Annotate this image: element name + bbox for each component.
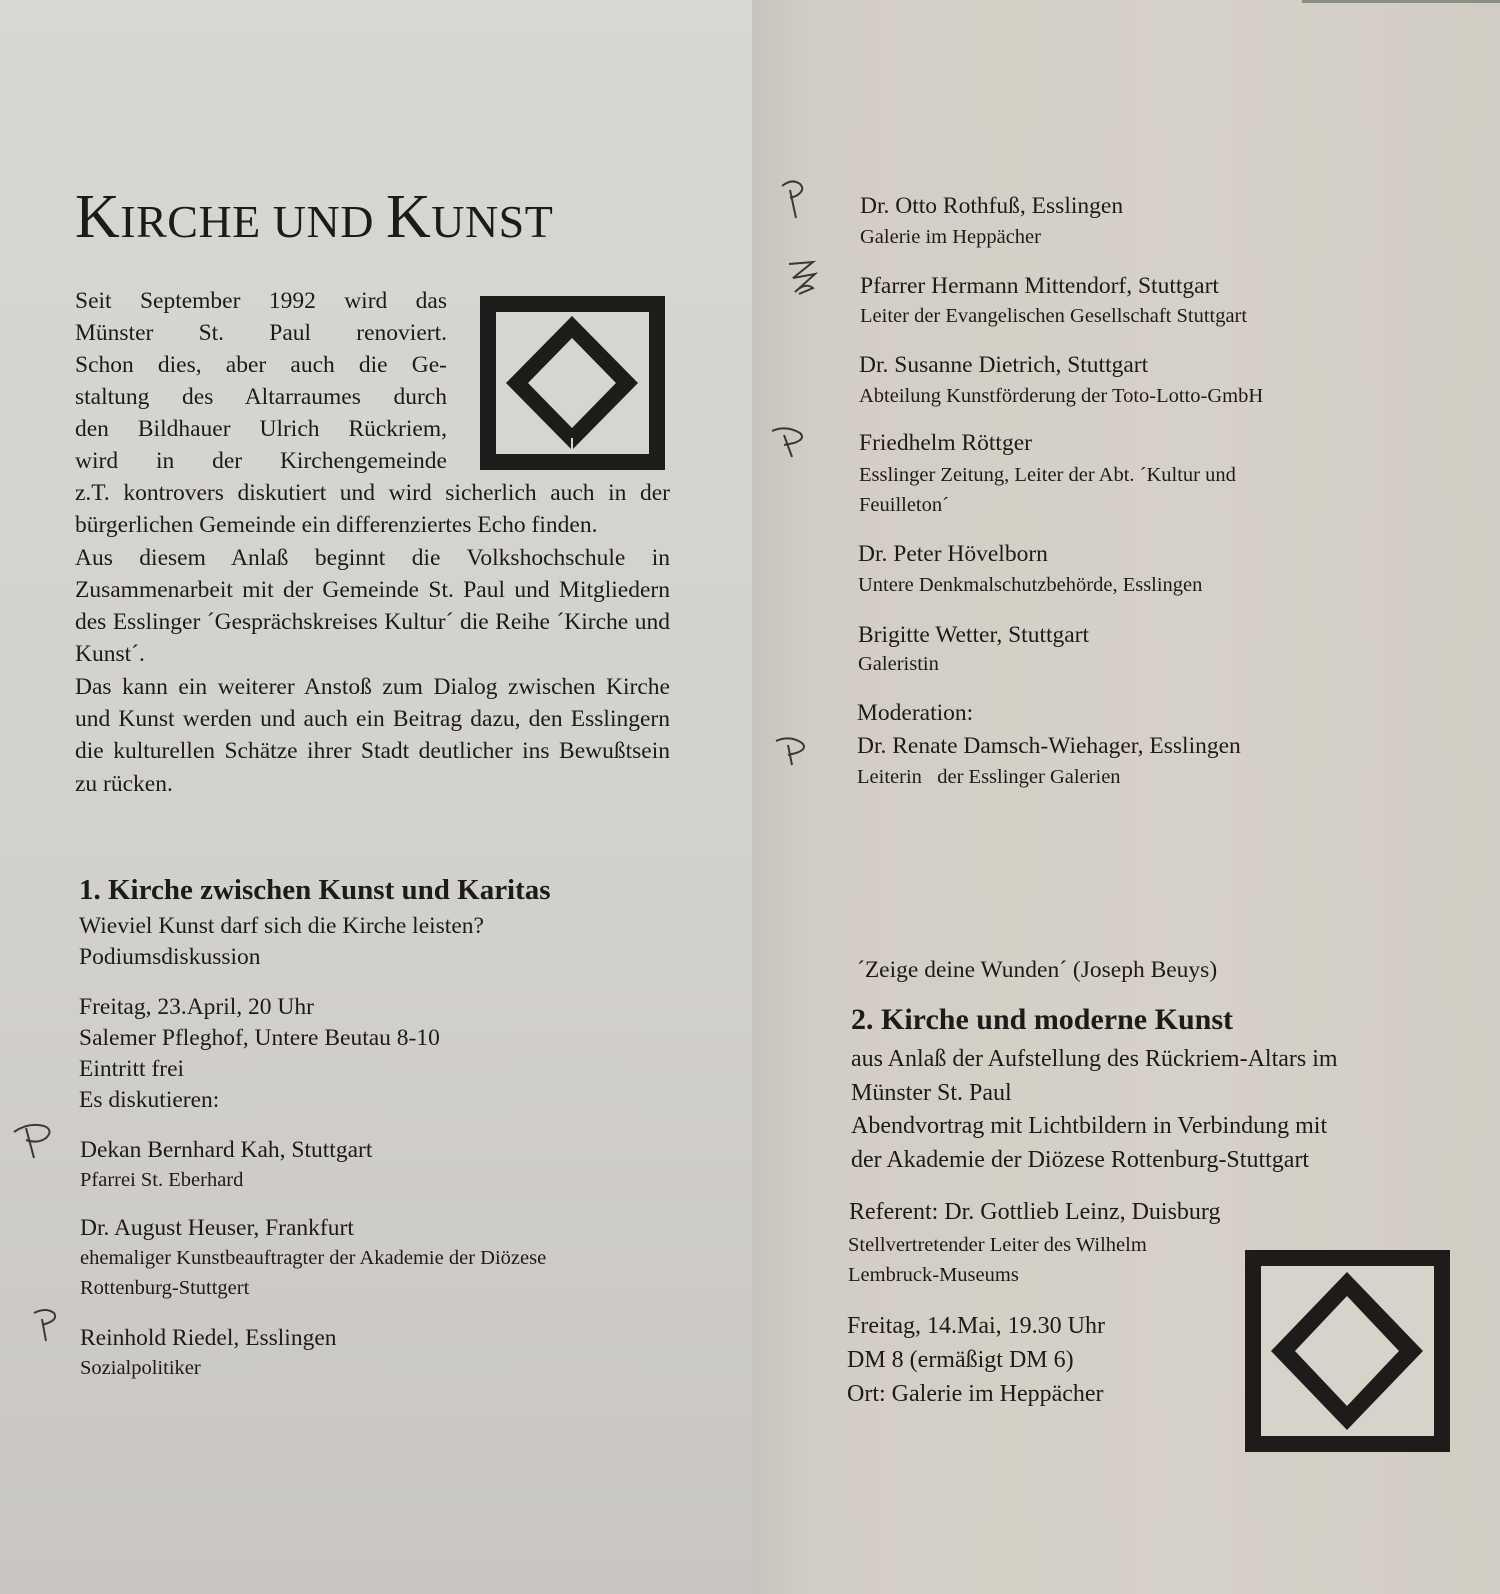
section2-heading: 2. Kirche und moderne Kunst [851,1003,1233,1036]
moderator-role: Leiterin der Esslinger Galerien [857,766,1121,788]
section1-heading: 1. Kirche zwischen Kunst und Karitas [79,874,551,906]
title-smallcaps: IRCHE UND [120,196,386,247]
section2-desc-line: Münster St. Paul [851,1079,1012,1106]
panelist-name: Dr. Otto Rothfuß, Esslingen [860,193,1124,219]
moderation-label: Moderation: [857,700,974,726]
intro-text-wide [75,477,670,800]
section1-subtitle: Wieviel Kunst darf sich die Kirche leisten? [79,913,484,939]
section1-venue: Salemer Pfleghof, Untere Beutau 8-10 [79,1025,440,1051]
handwritten-p-mark-icon [30,1305,60,1345]
intro-line: staltung des Altarraumes durch [75,384,447,410]
panelist-role: Leiter der Evangelischen Gesellschaft Stuttgart [860,305,1248,327]
panelist-role: Galerie im Heppächer [860,226,1041,248]
handwritten-b-mark-icon [785,258,819,298]
panelist-role: Pfarrei St. Eberhard [80,1169,244,1191]
intro-line: Schon dies, aber auch die Ge- [75,352,447,378]
section2-description [851,1043,1338,1177]
panelist-role: Galeristin [858,653,939,675]
section2-quote: ´Zeige deine Wunden´ (Joseph Beuys) [857,957,1218,983]
panelist-role: Esslinger Zeitung, Leiter der Abt. ´Kultur und [859,464,1236,486]
section2-desc-line: Abendvortrag mit Lichtbildern in Verbindung mit [851,1113,1328,1139]
section2-desc-line: der Akademie der Diözese Rottenburg-Stuttgart [851,1146,1310,1173]
intro-line: Münster St. Paul renoviert. [75,320,447,346]
panelist-role: Rottenburg-Stuttgert [80,1277,250,1299]
panelist-role: ehemaliger Kunstbeauftragter der Akademie der Diözese [80,1247,547,1269]
panelist-name: Dr. Susanne Dietrich, Stuttgart [859,352,1149,378]
section2-speaker-role: Lembruck-Museums [848,1264,1019,1286]
section1-date: Freitag, 23.April, 20 Uhr [79,994,314,1020]
section2-details [847,1309,1105,1411]
panelist-role: Sozialpolitiker [80,1357,201,1379]
intro-line: den Bildhauer Ulrich Rückriem, [75,416,447,442]
handwritten-p-mark-icon [774,735,810,769]
panelist-name: Dr. August Heuser, Frankfurt [80,1215,354,1241]
title-initial: K [385,183,432,251]
section1-format: Podiumsdiskussion [79,944,261,970]
panelist-role: Abteilung Kunstförderung der Toto-Lotto-GmbH [859,385,1264,407]
section1-admission: Eintritt frei [79,1056,185,1082]
page-title [75,182,553,253]
panelist-name: Dr. Peter Hövelborn [858,541,1048,567]
diamond-logo-icon [480,296,665,470]
section2-price: DM 8 (ermäßigt DM 6) [847,1347,1074,1373]
section1-panel-label: Es diskutieren: [79,1087,220,1113]
intro-line: wird in der Kirchengemeinde [75,448,447,474]
intro-text-narrow [75,285,447,477]
title-initial: K [75,183,121,251]
panelist-role: Untere Denkmalschutzbehörde, Esslingen [858,574,1203,596]
panelist-name: Reinhold Riedel, Esslingen [80,1325,337,1351]
moderator-name: Dr. Renate Damsch-Wiehager, Esslingen [857,733,1241,759]
intro-line: Seit September 1992 wird das [75,288,447,314]
panelist-name: Friedhelm Röttger [859,430,1032,456]
diamond-logo-icon [1245,1250,1450,1452]
section2-speaker: Referent: Dr. Gottlieb Leinz, Duisburg [849,1199,1221,1225]
section2-desc-line: aus Anlaß der Aufstellung des Rückriem-Altars im [851,1046,1338,1072]
intro-paragraph: z.T. kontrovers diskutiert und wird sicherlich auch in der bürgerlichen Gemeinde ein differenziertes Echo finden. [75,480,670,539]
intro-paragraph: Aus diesem Anlaß beginnt die Volkshochschule in Zusammenarbeit mit der Gemeinde St. Paul und Mitgliedern des Esslinger ´Gesprächskreises Kultur´ die Reihe ´Kirche und Kunst´. [75,544,670,668]
panelist-role: Feuilleton´ [859,494,949,516]
section2-date: Freitag, 14.Mai, 19.30 Uhr [847,1313,1105,1339]
section2-speaker-role: Stellvertretender Leiter des Wilhelm [848,1234,1147,1256]
handwritten-p-mark-icon [10,1118,56,1164]
page-edge-strip [1302,0,1500,3]
title-smallcaps: UNST [431,196,554,247]
section2-venue: Ort: Galerie im Heppächer [847,1381,1104,1407]
handwritten-p-mark-icon [778,176,808,222]
handwritten-p-mark-icon [770,425,810,461]
panelist-name: Pfarrer Hermann Mittendorf, Stuttgart [860,273,1219,299]
intro-paragraph: Das kann ein weiterer Anstoß zum Dialog zwischen Kirche und Kunst werden und auch ein Beitrag dazu, den Esslingern die kulturellen Schätze ihrer Stadt deutlicher ins Bewußtsein zu rücken. [75,673,670,797]
panelist-name: Brigitte Wetter, Stuttgart [858,622,1090,648]
panelist-name: Dekan Bernhard Kah, Stuttgart [80,1137,373,1163]
